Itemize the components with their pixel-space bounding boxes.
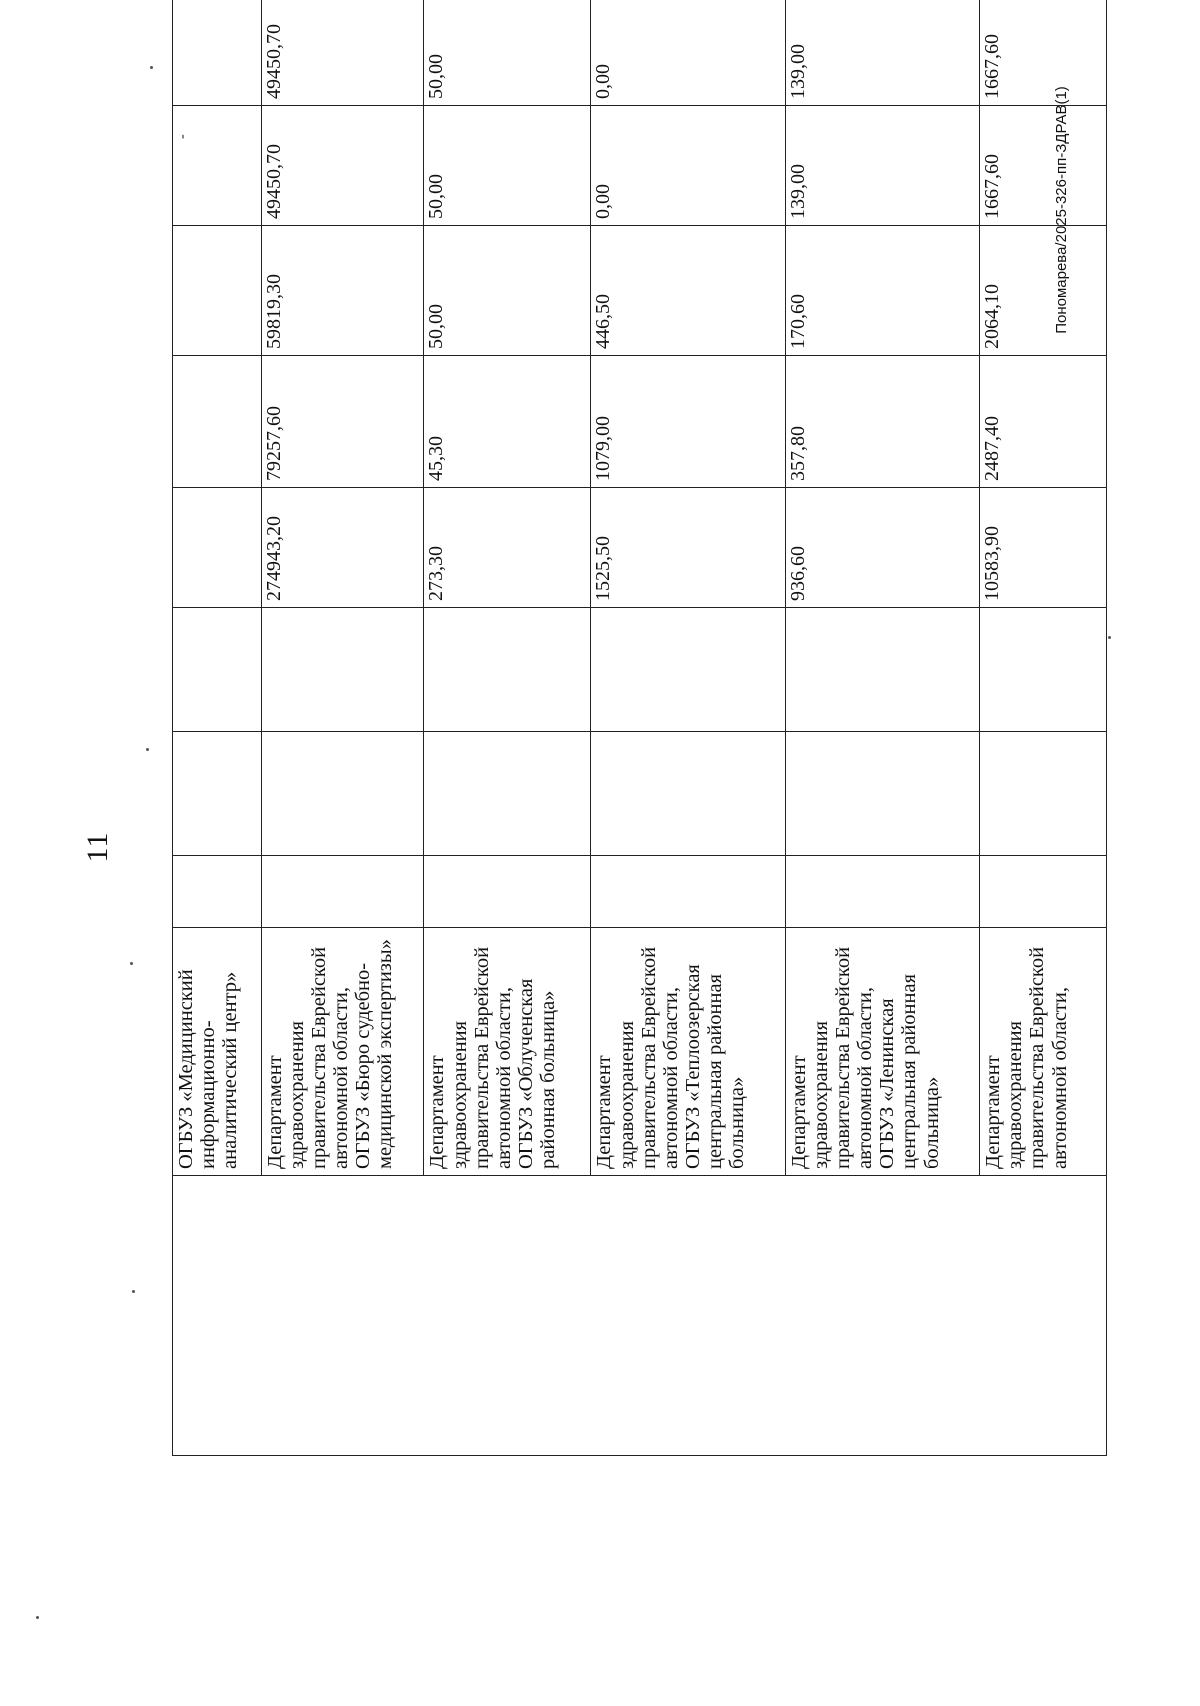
empty-cell: [980, 856, 1107, 928]
table-row: [173, 0, 262, 1456]
value-cell: 2487,40: [980, 356, 1107, 488]
org-cell: Департамент здравоохранения правительства Еврейской автономной области, ОГБУЗ «Облученская районная больница»: [424, 928, 591, 1176]
value-cell: 1667,60: [980, 106, 1107, 226]
value-cell: 49450,70: [261, 106, 424, 226]
value-cell: 446,50: [591, 226, 785, 356]
scan-speck: [132, 1290, 135, 1293]
table-rotated: [172, 24, 1107, 1456]
empty-cell: [424, 608, 591, 732]
org-cell: ОГБУЗ «Медицинский информационно-аналитический центр»: [173, 928, 262, 1176]
value-cell: 139,00: [785, 106, 979, 226]
value-cell: 2064,10: [980, 226, 1107, 356]
scan-speck: [150, 66, 153, 69]
budget-table: [172, 0, 1107, 1456]
empty-cell: [261, 856, 424, 928]
empty-cell: [591, 856, 785, 928]
org-cell: Департамент здравоохранения правительства Еврейской автономной области, ОГБУЗ «Теплоозерская центральная районная больница»: [591, 928, 785, 1176]
empty-cell: [173, 732, 262, 856]
scan-speck: [146, 748, 149, 751]
value-cell: 10583,90: [980, 488, 1107, 608]
value-cell: 50,00: [424, 106, 591, 226]
table-rotated-wrapper: [172, 24, 1107, 1456]
org-cell: Департамент здравоохранения правительства Еврейской автономной области,: [980, 928, 1107, 1176]
value-cell: 1525,50: [591, 488, 785, 608]
value-cell: 0,00: [591, 0, 785, 106]
scan-speck: [130, 962, 133, 965]
empty-cell: [591, 732, 785, 856]
value-cell: [173, 106, 262, 226]
value-cell: 59819,30: [261, 226, 424, 356]
empty-cell: [424, 732, 591, 856]
value-cell: 50,00: [424, 0, 591, 106]
empty-cell: [591, 608, 785, 732]
value-cell: 45,30: [424, 356, 591, 488]
footer-document-code: Пономарева/2025-326-пп-ЗДРАВ(1): [1053, 86, 1070, 334]
page-number: 11: [81, 831, 114, 863]
empty-cell: [785, 856, 979, 928]
empty-cell: [261, 608, 424, 732]
dash-mark: -: [175, 134, 190, 139]
value-cell: 0,00: [591, 106, 785, 226]
table-body: [173, 0, 1107, 1456]
org-cell: Департамент здравоохранения правительства Еврейской автономной области, ОГБУЗ «Бюро судебно-медицинской экспертизы»: [261, 928, 424, 1176]
empty-cell: [980, 608, 1107, 732]
value-cell: 1079,00: [591, 356, 785, 488]
value-cell: 139,00: [785, 0, 979, 106]
empty-cell: [424, 856, 591, 928]
value-cell: [173, 356, 262, 488]
value-cell: 49450,70: [261, 0, 424, 106]
scan-speck: [1108, 636, 1111, 639]
empty-cell: [785, 732, 979, 856]
value-cell: [173, 0, 262, 106]
value-cell: 79257,60: [261, 356, 424, 488]
blank-left-cell: [173, 1176, 1107, 1456]
empty-cell: [785, 608, 979, 732]
value-cell: [173, 488, 262, 608]
empty-cell: [173, 856, 262, 928]
empty-cell: [173, 608, 262, 732]
value-cell: 274943,20: [261, 488, 424, 608]
value-cell: [173, 226, 262, 356]
value-cell: 170,60: [785, 226, 979, 356]
value-cell: 273,30: [424, 488, 591, 608]
empty-cell: [261, 732, 424, 856]
org-cell: Департамент здравоохранения правительства Еврейской автономной области, ОГБУЗ «Ленинская центральная районная больница»: [785, 928, 979, 1176]
value-cell: 1667,60: [980, 0, 1107, 106]
value-cell: 357,80: [785, 356, 979, 488]
value-cell: 936,60: [785, 488, 979, 608]
scan-speck: [36, 1616, 39, 1619]
value-cell: 50,00: [424, 226, 591, 356]
empty-cell: [980, 732, 1107, 856]
